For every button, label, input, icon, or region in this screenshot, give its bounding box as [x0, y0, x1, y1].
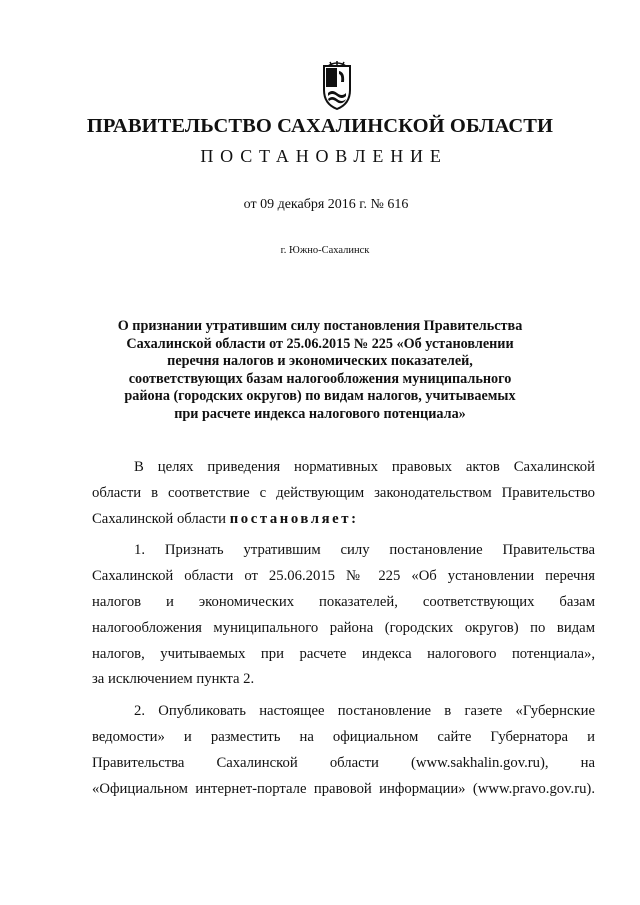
document-title: [110, 318, 530, 424]
title-line: перечня налогов и экономических показателей,: [167, 353, 473, 370]
organization-name: ПРАВИТЕЛЬСТВО САХАЛИНСКОЙ ОБЛАСТИ: [86, 115, 554, 137]
body-line: налогов, учитываемых при расчете индекса налогового потенциала»,: [92, 645, 595, 662]
title-line: О признании утратившим силу постановления Правительства: [117, 318, 523, 334]
body-line: 2. Опубликовать настоящее постановление в газете «Губернские: [134, 703, 595, 720]
title-line: Сахалинской области от 25.06.2015 № 225 «Об установлении: [126, 335, 514, 352]
body-line: 1. Признать утратившим силу постановление Правительства: [134, 542, 595, 559]
date-and-number: от 09 декабря 2016 г. № 616: [243, 197, 409, 212]
coat-of-arms-icon: [319, 60, 355, 110]
city-name: г. Южно-Сахалинск: [280, 245, 370, 256]
document-type: ПОСТАНОВЛЕНИЕ: [200, 146, 448, 166]
body-line: [92, 507, 595, 533]
body-line: Правительства Сахалинской области (www.sakhalin.gov.ru), на: [92, 754, 595, 771]
body-line: «Официальном интернет-портале правовой информации» (www.pravo.gov.ru).: [92, 780, 595, 797]
body-line: области в соответствие с действующим законодательством Правительство: [92, 484, 595, 501]
body-line: налогов и экономических показателей, соответствующих базам: [92, 593, 595, 610]
body-line: за исключением пункта 2.: [92, 671, 255, 688]
body-line: В целях приведения нормативных правовых актов Сахалинской: [134, 459, 595, 475]
title-line: при расчете индекса налогового потенциала»: [174, 405, 466, 422]
decree-word: постановляет:: [229, 510, 359, 527]
body-line: Сахалинской области от 25.06.2015 № 225 «Об установлении перечня: [92, 568, 595, 585]
document-body: [92, 455, 595, 802]
title-line: района (городских округов) по видам налогов, учитываемых: [124, 388, 516, 405]
body-text: Сахалинской области: [92, 510, 230, 527]
title-line: соответствующих базам налогообложения муниципального: [128, 370, 512, 387]
body-line: ведомости» и разместить на официальном сайте Губернатора и: [92, 728, 595, 745]
body-line: налогообложения муниципального района (городских округов) по видам: [92, 619, 595, 636]
